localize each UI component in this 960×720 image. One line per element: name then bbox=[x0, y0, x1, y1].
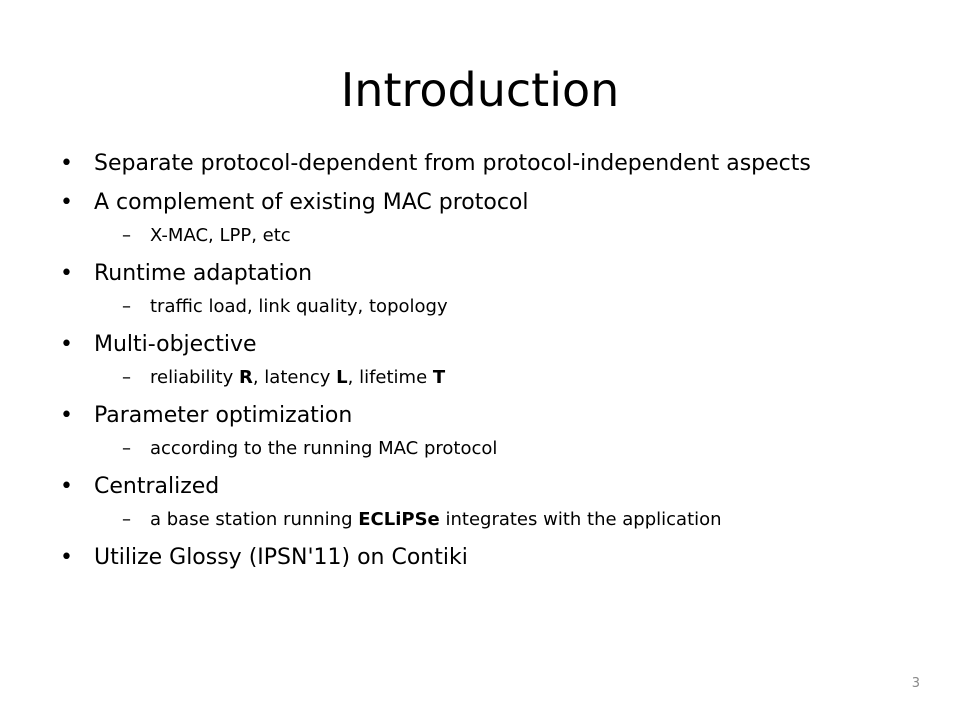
objective-symbol-lifetime: T bbox=[432, 367, 446, 388]
bullet-multi-objective bbox=[60, 331, 920, 390]
eclipse-name: ECLiPSe bbox=[358, 509, 440, 530]
page-number: 3 bbox=[911, 676, 920, 691]
sub-bullet bbox=[122, 366, 920, 390]
bullet-text: Runtime adaptation bbox=[94, 261, 313, 286]
bullet-list bbox=[60, 150, 920, 571]
sub-bullet-text bbox=[150, 509, 722, 530]
bullet-text: Utilize Glossy (IPSN'11) on Contiki bbox=[94, 545, 468, 570]
objective-text: reliability bbox=[150, 367, 239, 388]
sub-bullet-text: X-MAC, LPP, etc bbox=[150, 225, 291, 246]
sub-bullet bbox=[122, 508, 920, 532]
bullet-icon: • bbox=[60, 403, 73, 428]
bullet-icon: • bbox=[60, 545, 73, 570]
objective-symbol-latency: L bbox=[336, 367, 348, 388]
sub-bullet-text: according to the running MAC protocol bbox=[150, 438, 498, 459]
objective-symbol-reliability: R bbox=[238, 367, 253, 388]
bullet-icon: • bbox=[60, 474, 73, 499]
bullet-utilize-glossy bbox=[60, 544, 920, 571]
slide-title: Introduction bbox=[340, 63, 620, 117]
bullet-parameter-optimization bbox=[60, 402, 920, 461]
sub-bullet bbox=[122, 224, 920, 248]
sub-bullet-text bbox=[150, 367, 445, 388]
bullet-separate-protocol bbox=[60, 150, 920, 177]
bullet-centralized bbox=[60, 473, 920, 532]
sub-list bbox=[94, 437, 920, 461]
sub-bullet bbox=[122, 295, 920, 319]
dash-icon: – bbox=[122, 509, 131, 530]
bullet-text: Centralized bbox=[94, 474, 220, 499]
centralized-text: a base station running bbox=[150, 509, 359, 530]
sub-list bbox=[94, 295, 920, 319]
dash-icon: – bbox=[122, 296, 131, 317]
sub-bullet-text: traffic load, link quality, topology bbox=[150, 296, 448, 317]
sub-list bbox=[94, 508, 920, 532]
dash-icon: – bbox=[122, 225, 131, 246]
centralized-text: integrates with the application bbox=[439, 509, 722, 530]
objective-text: , lifetime bbox=[347, 367, 433, 388]
sub-bullet bbox=[122, 437, 920, 461]
bullet-icon: • bbox=[60, 151, 73, 176]
bullet-icon: • bbox=[60, 332, 73, 357]
sub-list bbox=[94, 366, 920, 390]
bullet-icon: • bbox=[60, 261, 73, 286]
bullet-text: Separate protocol-dependent from protocol-independent aspects bbox=[94, 151, 811, 176]
bullet-text: Parameter optimization bbox=[94, 403, 353, 428]
bullet-runtime-adaptation bbox=[60, 260, 920, 319]
dash-icon: – bbox=[122, 438, 131, 459]
bullet-text: Multi-objective bbox=[94, 332, 257, 357]
bullet-icon: • bbox=[60, 190, 73, 215]
bullet-text: A complement of existing MAC protocol bbox=[94, 190, 529, 215]
bullet-mac-complement bbox=[60, 189, 920, 248]
dash-icon: – bbox=[122, 367, 131, 388]
sub-list bbox=[94, 224, 920, 248]
slide-content bbox=[60, 150, 920, 583]
objective-text: , latency bbox=[252, 367, 337, 388]
